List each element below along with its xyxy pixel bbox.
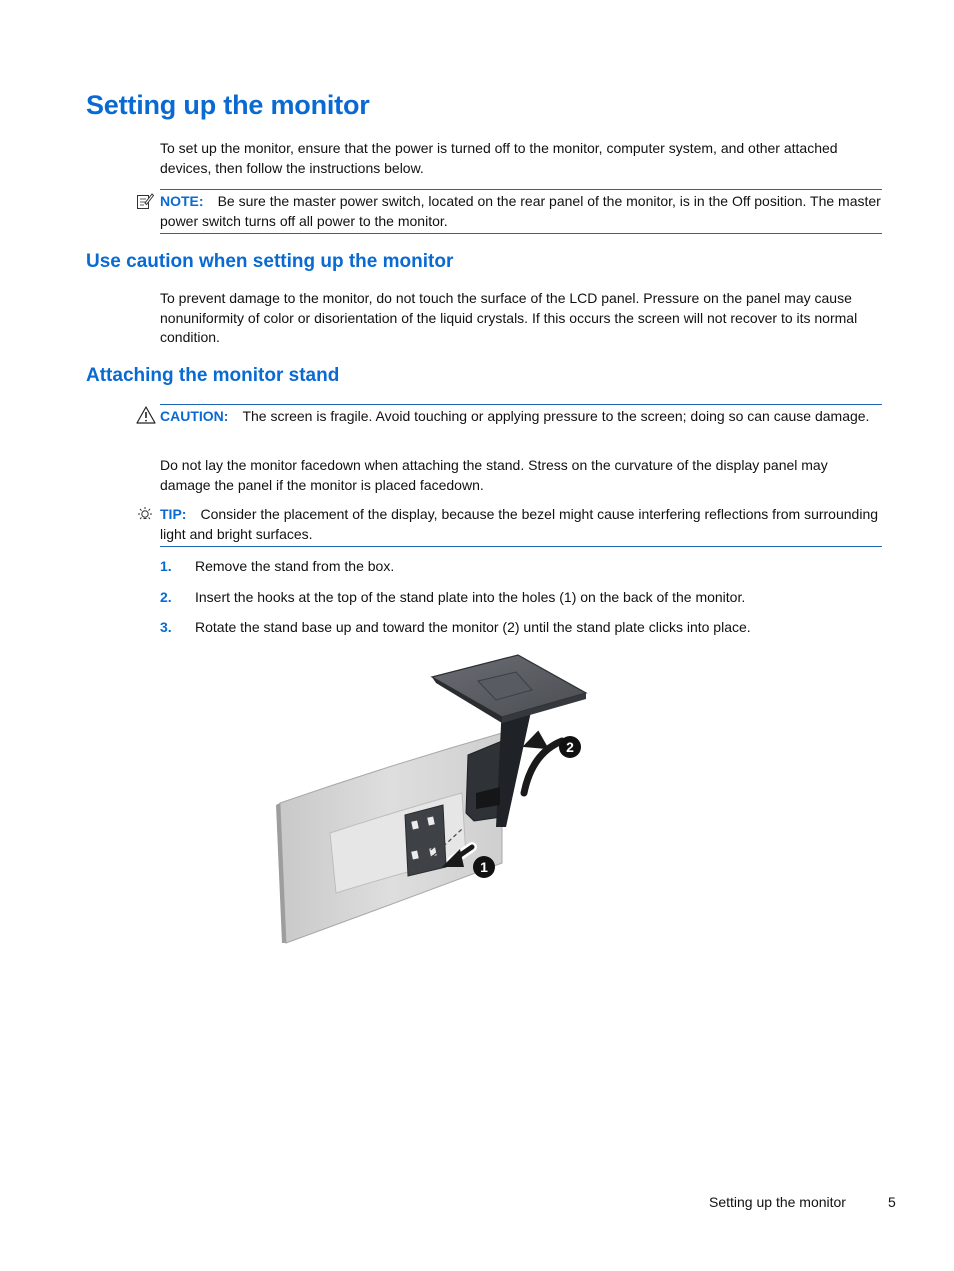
stand-attachment-illustration (270, 645, 600, 950)
lightbulb-icon (136, 506, 154, 524)
section-heading-caution: Use caution when setting up the monitor (86, 251, 454, 272)
caution-paragraph: To prevent damage to the monitor, do not touch the surface of the LCD panel. Pressure on the panel may cause nonuniformity of color or disorientation of the liquid crystals. If this occurs the screen will not recover to its normal condition. (160, 290, 858, 345)
callout-2-label: 2 (566, 739, 574, 755)
note-pencil-icon (136, 192, 154, 210)
callout-1-label: 1 (480, 859, 488, 875)
callout-2 (559, 736, 581, 758)
caution-block (160, 407, 882, 427)
intro-paragraph: To set up the monitor, ensure that the power is turned off to the monitor, computer system, and other attached devices, then follow the instructions below. (160, 140, 838, 176)
tip-text: Consider the placement of the display, because the bezel might cause interfering reflections from surrounding light and bright surfaces. (160, 506, 879, 542)
note-label: NOTE: (160, 193, 204, 209)
tip-bottom-rule (160, 546, 882, 547)
caution-label: CAUTION: (160, 408, 229, 424)
warning-triangle-icon (136, 406, 154, 424)
note-text: Be sure the master power switch, located on the rear panel of the monitor, is in the Off position. The master power switch turns off all power to the monitor. (160, 193, 881, 229)
caution-text: The screen is fragile. Avoid touching or applying pressure to the screen; doing so can cause damage. (242, 408, 870, 424)
step-number-2: 2. (160, 589, 172, 605)
callout-1 (473, 856, 495, 878)
step-number-1: 1. (160, 558, 172, 574)
step-number-3: 3. (160, 619, 172, 635)
tip-label: TIP: (160, 506, 187, 522)
footer-section-title: Setting up the monitor (709, 1194, 846, 1210)
caution-extra-paragraph: Do not lay the monitor facedown when attaching the stand. Stress on the curvature of the display panel may damage the panel if the monitor is placed facedown. (160, 457, 828, 493)
tip-block (160, 505, 882, 544)
footer-page-number: 5 (888, 1194, 896, 1210)
step-text-1: Remove the stand from the box. (195, 558, 395, 574)
note-top-rule (160, 189, 882, 190)
step-text-2: Insert the hooks at the top of the stand plate into the holes (1) on the back of the monitor. (195, 589, 746, 605)
note-bottom-rule (160, 233, 882, 234)
note-block (160, 192, 882, 231)
caution-top-rule (160, 404, 882, 405)
page-title: Setting up the monitor (86, 90, 370, 120)
step-text-3: Rotate the stand base up and toward the monitor (2) until the stand plate clicks into place. (195, 619, 751, 635)
section-heading-stand: Attaching the monitor stand (86, 365, 340, 386)
